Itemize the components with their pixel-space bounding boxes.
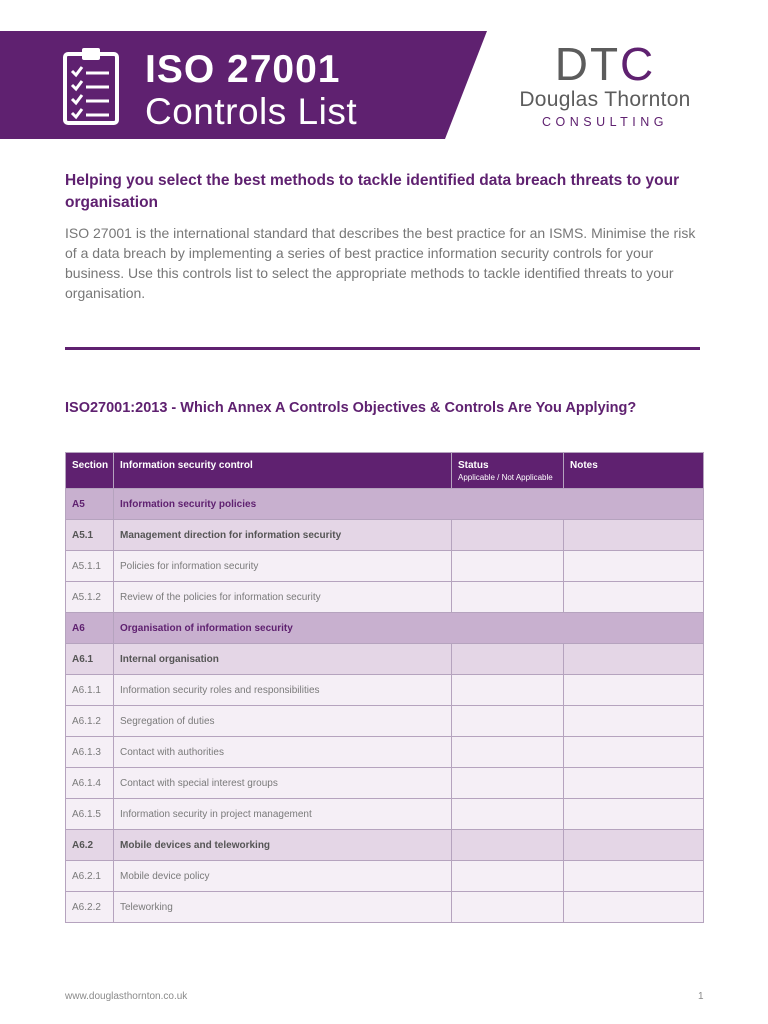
table-body bbox=[66, 489, 704, 923]
intro-body: ISO 27001 is the international standard that describes the best practice for an ISMS. Minimise the risk of a data breach by implementing a series of best practice information security controls for your business. Use this controls list to select the appropriate methods to tackle identified threats to your organisation. bbox=[65, 225, 696, 301]
table-row bbox=[66, 799, 704, 830]
control-name-cell: Information security in project management bbox=[114, 799, 452, 830]
table-row bbox=[66, 551, 704, 582]
status-cell[interactable] bbox=[452, 520, 564, 551]
control-name-cell: Contact with authorities bbox=[114, 737, 452, 768]
table-row bbox=[66, 892, 704, 923]
notes-cell[interactable] bbox=[564, 675, 704, 706]
section-code-cell: A6.2 bbox=[66, 830, 114, 861]
section-title-cell: Organisation of information security bbox=[114, 613, 704, 644]
control-name-cell: Review of the policies for information security bbox=[114, 582, 452, 613]
table-header-row bbox=[66, 453, 704, 489]
control-name-cell: Information security roles and responsibilities bbox=[114, 675, 452, 706]
status-cell[interactable] bbox=[452, 799, 564, 830]
controls-table bbox=[65, 452, 704, 923]
status-cell[interactable] bbox=[452, 675, 564, 706]
column-header-notes: Notes bbox=[564, 453, 704, 489]
section-code-cell: A6.1.4 bbox=[66, 768, 114, 799]
table-row bbox=[66, 644, 704, 675]
status-cell[interactable] bbox=[452, 737, 564, 768]
status-cell[interactable] bbox=[452, 768, 564, 799]
section-code-cell: A6 bbox=[66, 613, 114, 644]
section-code-cell: A6.1 bbox=[66, 644, 114, 675]
status-header-label: Status bbox=[458, 460, 489, 471]
notes-cell[interactable] bbox=[564, 706, 704, 737]
table-row bbox=[66, 613, 704, 644]
logo-mark-suffix: C bbox=[620, 38, 656, 90]
control-name-cell: Policies for information security bbox=[114, 551, 452, 582]
section-code-cell: A6.1.5 bbox=[66, 799, 114, 830]
column-header-section: Section bbox=[66, 453, 114, 489]
table-row bbox=[66, 520, 704, 551]
notes-cell[interactable] bbox=[564, 582, 704, 613]
page-subtitle: Controls List bbox=[145, 91, 358, 132]
table-row bbox=[66, 582, 704, 613]
notes-cell[interactable] bbox=[564, 520, 704, 551]
notes-cell[interactable] bbox=[564, 737, 704, 768]
controls-section-heading: ISO27001:2013 - Which Annex A Controls Objectives & Controls Are You Applying? bbox=[65, 400, 637, 416]
section-code-cell: A5.1.1 bbox=[66, 551, 114, 582]
notes-cell[interactable] bbox=[564, 861, 704, 892]
control-name-cell: Teleworking bbox=[114, 892, 452, 923]
section-code-cell: A6.2.2 bbox=[66, 892, 114, 923]
page-title: ISO 27001 bbox=[145, 48, 341, 91]
logo-mark-prefix: DT bbox=[554, 38, 621, 90]
intro-heading: Helping you select the best methods to tackle identified data breach threats to your organisation bbox=[65, 172, 680, 211]
control-name-cell: Management direction for information security bbox=[114, 520, 452, 551]
notes-cell[interactable] bbox=[564, 892, 704, 923]
table-row bbox=[66, 830, 704, 861]
status-cell[interactable] bbox=[452, 551, 564, 582]
section-code-cell: A6.1.3 bbox=[66, 737, 114, 768]
status-header-subtitle: Applicable / Not Applicable bbox=[458, 473, 553, 482]
column-header-status bbox=[452, 453, 564, 489]
logo-mark bbox=[502, 40, 708, 88]
section-code-cell: A5 bbox=[66, 489, 114, 520]
logo-name: Douglas Thornton bbox=[519, 88, 691, 111]
clipboard-checklist-icon bbox=[62, 46, 120, 126]
status-cell[interactable] bbox=[452, 830, 564, 861]
status-cell[interactable] bbox=[452, 644, 564, 675]
notes-cell[interactable] bbox=[564, 644, 704, 675]
table-row bbox=[66, 861, 704, 892]
notes-cell[interactable] bbox=[564, 551, 704, 582]
section-code-cell: A6.1.2 bbox=[66, 706, 114, 737]
table-row bbox=[66, 489, 704, 520]
logo-tagline: CONSULTING bbox=[541, 115, 669, 129]
notes-cell[interactable] bbox=[564, 768, 704, 799]
status-cell[interactable] bbox=[452, 706, 564, 737]
section-code-cell: A6.2.1 bbox=[66, 861, 114, 892]
control-name-cell: Segregation of duties bbox=[114, 706, 452, 737]
table-row bbox=[66, 675, 704, 706]
status-cell[interactable] bbox=[452, 582, 564, 613]
section-divider bbox=[65, 347, 700, 350]
section-code-cell: A6.1.1 bbox=[66, 675, 114, 706]
control-name-cell: Mobile device policy bbox=[114, 861, 452, 892]
section-code-cell: A5.1 bbox=[66, 520, 114, 551]
control-name-cell: Mobile devices and teleworking bbox=[114, 830, 452, 861]
table-row bbox=[66, 768, 704, 799]
table-row bbox=[66, 737, 704, 768]
section-code-cell: A5.1.2 bbox=[66, 582, 114, 613]
column-header-control: Information security control bbox=[114, 453, 452, 489]
footer-url: www.douglasthornton.co.uk bbox=[65, 991, 188, 1002]
notes-cell[interactable] bbox=[564, 799, 704, 830]
section-title-cell: Information security policies bbox=[114, 489, 704, 520]
control-name-cell: Contact with special interest groups bbox=[114, 768, 452, 799]
page-number: 1 bbox=[698, 991, 704, 1002]
status-cell[interactable] bbox=[452, 861, 564, 892]
company-logo bbox=[502, 40, 708, 130]
status-cell[interactable] bbox=[452, 892, 564, 923]
table-row bbox=[66, 706, 704, 737]
control-name-cell: Internal organisation bbox=[114, 644, 452, 675]
notes-cell[interactable] bbox=[564, 830, 704, 861]
